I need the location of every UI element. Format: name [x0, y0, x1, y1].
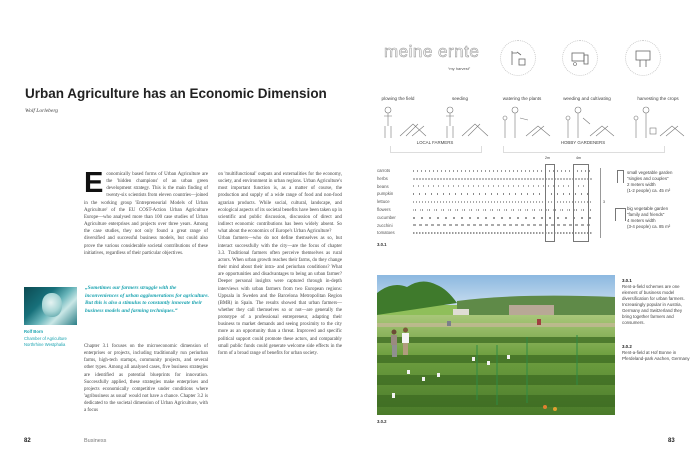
crop-label-cucumber: cucumber	[377, 214, 396, 220]
hobby-gardeners-bracket	[503, 146, 665, 153]
crop-row-lettuce	[413, 198, 593, 206]
crop-row-pumpkin	[413, 190, 593, 198]
truck-stand-icon	[562, 40, 598, 76]
step-plowing: plowing the field	[381, 96, 415, 101]
crop-row-pattern	[413, 185, 593, 187]
field-scene	[377, 275, 615, 415]
rent-a-field-photo	[377, 275, 615, 415]
figure-label-2: 3.0.2	[377, 419, 387, 424]
crop-label-flowers: flowers	[377, 206, 391, 212]
step-weeding: weeding and cultivating	[563, 96, 611, 101]
crop-row-zucchini	[413, 222, 593, 230]
page-number-left: 82	[24, 438, 31, 444]
text-column-1	[84, 167, 208, 257]
legend-small-icon	[617, 170, 624, 183]
crop-row-beans	[413, 183, 593, 191]
crop-label-zucchini: zucchini	[377, 222, 393, 228]
text-column-2	[218, 171, 342, 357]
crop-label-beans: beans	[377, 183, 389, 189]
crop-row-pattern	[413, 178, 593, 180]
farming-steps	[368, 96, 698, 146]
author-portrait-photo	[24, 287, 77, 325]
legend-big-icon	[615, 208, 626, 221]
watering-can-icon	[500, 40, 536, 76]
crop-label-pumpkin: pumpkin	[377, 191, 394, 197]
quote-author-org: Chamber of Agriculture Northrhine Westphalia	[24, 336, 67, 347]
crop-row-pattern	[413, 209, 593, 211]
step-seeding: seeding	[451, 96, 469, 101]
caption-3-0-2: 3.0.2 Rent-a-field at Hof Bonne in Pferdeland-park Aachen, Germany	[622, 344, 690, 361]
crop-row-herbs	[413, 175, 593, 183]
crop-labels	[377, 167, 413, 237]
farmer-seeding-figure	[446, 107, 488, 138]
quote-author-name: Rolf Born	[24, 329, 44, 334]
gardeners-weeding-figure	[566, 107, 614, 138]
farming-illustrations	[368, 104, 698, 142]
group-hobby-gardeners: HOBBY GARDENERS	[560, 140, 606, 145]
farm-buildings	[509, 305, 554, 315]
portrait-face	[42, 293, 62, 317]
crop-row-tomatoes	[413, 229, 593, 237]
logo-subtitle: “my harvest”	[448, 66, 471, 71]
crop-label-tomatoes: tomatoes	[377, 230, 395, 236]
crop-label-lettuce: lettuce	[377, 199, 390, 205]
page-number-right: 83	[668, 438, 675, 444]
crop-row-pattern	[413, 232, 593, 234]
local-farmers-bracket	[390, 146, 482, 153]
small-plot-outline	[545, 164, 555, 242]
crop-row-pattern	[413, 170, 593, 172]
farmer-plowing-figure	[384, 107, 426, 138]
crop-row-pattern	[413, 224, 593, 226]
meine-ernte-logo: meine ernte	[384, 42, 480, 61]
crop-label-herbs: herbs	[377, 175, 388, 181]
length-dimension-label: 3	[603, 200, 605, 204]
dropcap: E	[84, 167, 104, 199]
step-harvesting: harvesting the crops	[637, 96, 679, 101]
col2-paragraph-1: on 'multifunctional' outputs and externalities for the economy, society, and environment in urban regions. Urban Agriculture's most important function is, as a matter of course, the production and supply of a wide range of food and non-food agrarian products. While social, cultural, landscape, and ecological aspects of its societal benefits have been taken up in scientific and public discussion, discussion of direct and indirect economic contributions has been widely absent. So what about the economics of Europe's Urban Agriculture?	[218, 172, 342, 235]
signpost-icon	[625, 40, 661, 76]
col2-paragraph-2: Urban farmers—who do not define themselves as so, but interact successfully with the city—are the focus of chapter 3.3. Traditional farmers often perceive themselves as rural actors. When urban growth reaches their farms, do they change their mind about their intra- and periurban conditions? What are opportunities and disadvantages to being an urban farmer? Deeper personal insights were captured through in-depth interviews with urban farmers from two European regions: Uppsala in Sweden and the Barcelona Metropolitan Region (BMR) in Spain. The results showed that urban farmers—whether they call themselves so or not—are generally the prototype of a professional entrepreneur, adapting their business to market demands and seeing proximity to the city more as an opportunity than a threat. Improved and specific political support could promote these actors, and comparably small public funds could generate welcome side effects in the form of a broad range of benefits for urban society.	[218, 236, 342, 356]
crop-label-carrots: carrots	[377, 168, 391, 173]
small-plot-dimension: 2m	[545, 156, 550, 160]
big-plot-outline	[573, 164, 589, 242]
crop-row-pattern	[413, 201, 593, 203]
crop-row-pattern	[413, 193, 593, 195]
gardeners-watering-figure	[503, 107, 550, 138]
caption-3-0-1: 3.0.1 Rent-a-field schemes are one element of business model diversification for urban farmers. Increasingly popular in Austria, Germany and Switzerland they bring together farmers and consumers.	[622, 278, 685, 325]
chapter-overview-paragraph: Chapter 3.1 focuses on the microeconomic dimension of enterprises or projects, including traditionally run periurban farms, high-tech startups, community projects, and several other types. Among all analysed cases, five business strategies are identified as potential blueprints for innovation. Successfully applied, these strategies make enterprises and projects economically competitive under conditions where 'agribusiness as usual' would not have a chance. Chapter 3.2 is dedicated to the societal dimension of Urban Agriculture, with a focus	[84, 344, 208, 414]
gardeners-harvesting-figure	[634, 107, 684, 138]
legend-small-garden: small vegetable garden “singles and couples” 2 meters width (1-2 people) ca. 45 m²	[627, 170, 673, 193]
length-dimension-line	[600, 168, 601, 238]
crop-row-cucumber	[413, 214, 593, 222]
big-plot-dimension: 4m	[576, 156, 581, 160]
figure-label-1: 3.0.1	[377, 242, 387, 247]
intro-paragraph: Economically based forms of Urban Agriculture are the 'hidden champions' of an urban green development strategy. This is the main finding of twenty-six scientists from eleven countries—joined in the working group 'Entrepreneurial Models of Urban Agriculture' of the EU COST-Action Urban Agriculture Europe—who analysed more than 100 case studies of Urban Agriculture enterprises and projects over three years. Among the case studies, they not only found a great range of diversified and successful business models, but could also prove the various considerable societal contributions of these initiatives, regardless of their particular objectives.	[84, 167, 208, 256]
crop-row-flowers	[413, 206, 593, 214]
step-watering: watering the plants	[502, 96, 542, 101]
section-name: Business	[84, 438, 107, 444]
crop-rows	[413, 167, 593, 237]
text-column-1-lower	[84, 343, 208, 415]
pull-quote: „Sometimes our farmers struggle with the inconveniences of urban agglomerations for agriculture. But this is also a stimulus to constantly innovate their business models and farming techniques.“	[85, 285, 209, 314]
article-author: Wolf Lorleberg	[25, 108, 59, 114]
legend-big-garden: big vegetable garden “family and friends” 4 meters width (3-4 people) ca. 85 m²	[627, 206, 671, 229]
article-title: Urban Agriculture has an Economic Dimension	[25, 86, 327, 101]
crop-row-pattern	[413, 217, 593, 219]
group-local-farmers: LOCAL FARMERS	[416, 140, 454, 145]
crop-row-carrots	[413, 167, 593, 175]
